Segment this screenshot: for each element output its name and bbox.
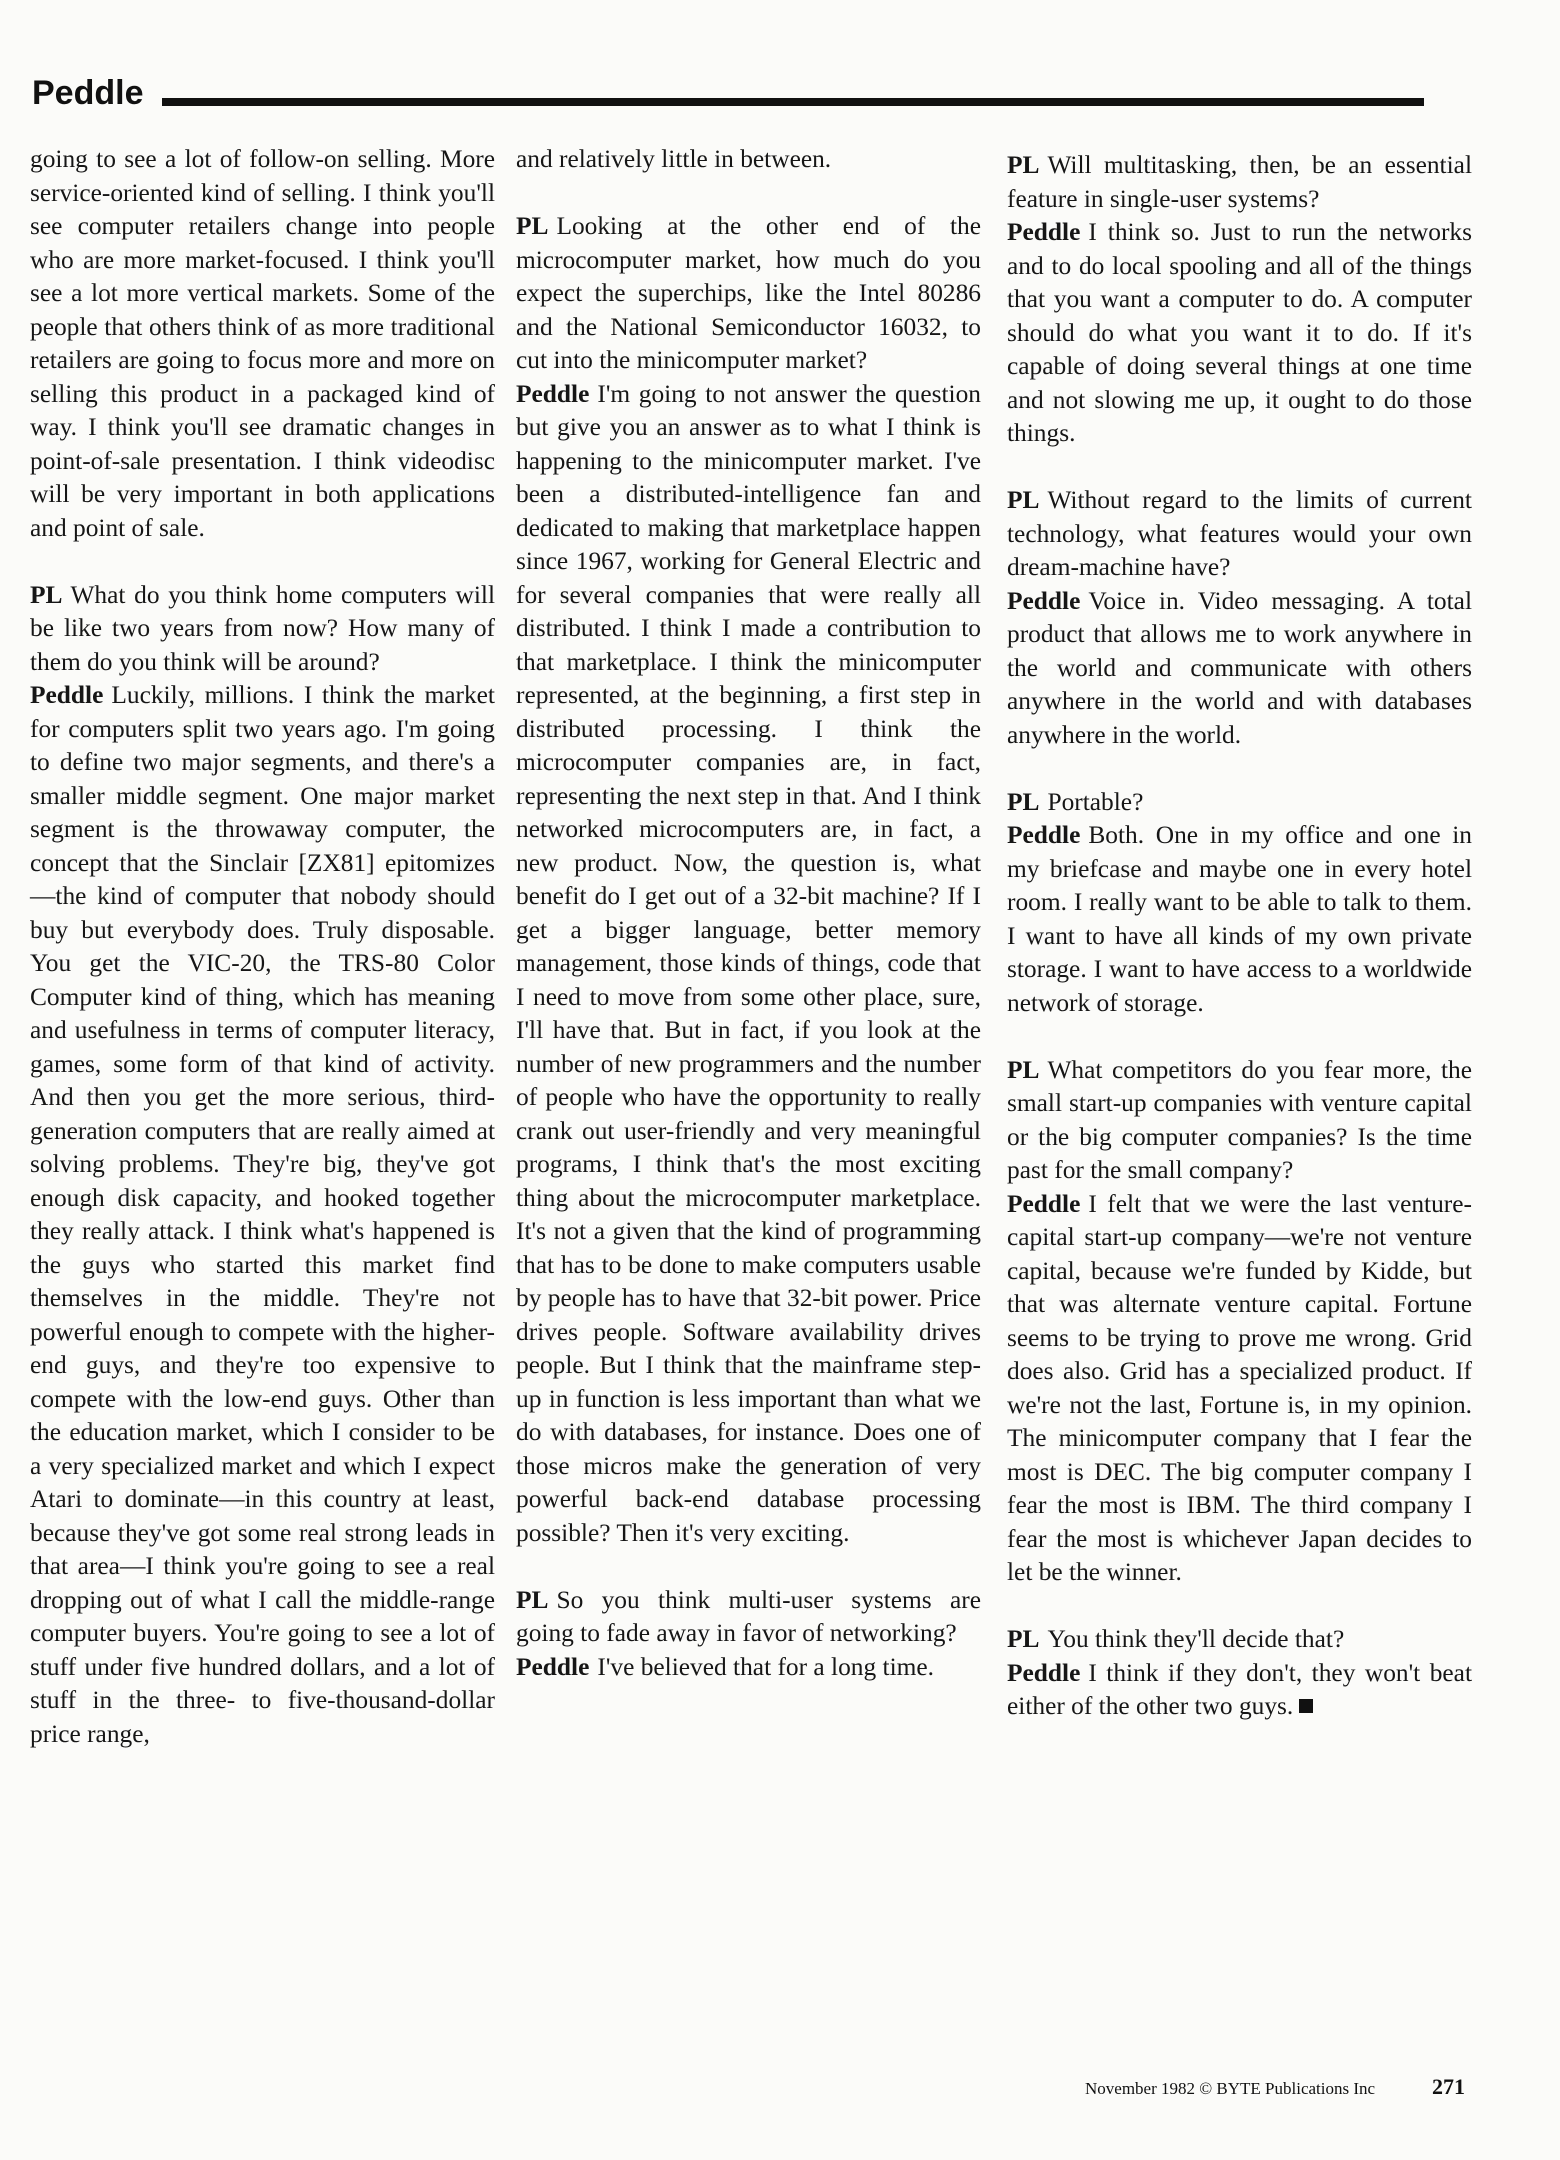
question: PL Looking at the other end of the microcomputer market, how much do you expect the superchips, like the Intel 80286 and the National Semiconductor 16032, to cut into the minicomputer market? — [516, 212, 981, 374]
speaker-label: PL — [516, 212, 549, 240]
speaker-label: PL — [1007, 1055, 1040, 1084]
column-2 — [516, 143, 981, 1684]
paragraph: and relatively little in between. — [516, 145, 832, 173]
answer: Peddle Luckily, millions. I think the market for computers split two years ago. I'm going to define two major segments, and there's a smaller middle segment. One major market segment is the throwaway computer, the concept that the Sinclair [ZX81] epitomizes—the kind of computer that nobody should buy but everybody does. Truly disposable. You get the VIC-20, the TRS-80 Color Computer kind of thing, which has meaning and usefulness in terms of computer literacy, games, some form of that kind of activity. And then you get the more serious, third-generation computers that are really aimed at solving problems. They're big, they've got enough disk capacity, and hooked together they really attack. I think what's happened is the guys who started this market find themselves in the middle. They're not powerful enough to compete with the higher-end guys, and they're too expensive to compete with the low-end guys. Other than the education market, which I consider to be a very specialized market and which I expect Atari to dominate—in this country at least, because they've got some real strong leads in that area—I think you're going to see a real dropping out of what I call the middle-range computer buyers. You're going to see a lot of stuff under five hundred dollars, and a lot of stuff in the three- to five-thousand-dollar price range, — [30, 681, 495, 1748]
column-1 — [30, 143, 495, 1751]
running-header — [32, 70, 1424, 120]
speaker-label: PL — [1007, 1625, 1040, 1653]
speaker-label: Peddle — [516, 1652, 590, 1681]
answer: Peddle I think so. Just to run the networks and to do local spooling and all of the things that you want a computer to do. A computer should do what you want it to do. If it's capable of doing several things at one time and not slowing me up, it ought to do those things. — [1007, 218, 1472, 447]
speaker-label: PL — [1007, 486, 1040, 514]
speaker-label: Peddle — [1007, 821, 1081, 849]
answer: Peddle I've believed that for a long time. — [516, 1652, 935, 1681]
speaker-label: Peddle — [30, 681, 104, 709]
column-3 — [1007, 149, 1472, 1724]
question: PL What do you think home computers will be like two years from now? How many of them do you think will be around? — [30, 580, 495, 676]
question: PL Without regard to the limits of current technology, what features would your own dream-machine have? — [1007, 486, 1472, 581]
question: PL Will multitasking, then, be an essential feature in single-user systems? — [1007, 151, 1472, 213]
speaker-label: Peddle — [1007, 1189, 1081, 1218]
speaker-label: Peddle — [516, 379, 590, 408]
answer: Peddle Both. One in my office and one in my briefcase and maybe one in every hotel room. I really want to be able to talk to them. I want to have all kinds of my own private storage. I want to have access to a worldwide network of storage. — [1007, 821, 1472, 1017]
question: PL Portable? — [1007, 787, 1144, 816]
page-number: 271 — [1432, 2074, 1465, 2099]
question: PL What competitors do you fear more, the small start-up companies with venture capital or the big computer companies? Is the time past for the small company? — [1007, 1055, 1472, 1184]
page-footer — [1085, 2074, 1465, 2104]
speaker-label: Peddle — [1007, 218, 1081, 246]
speaker-label: PL — [30, 580, 63, 609]
footer-credit: November 1982 © BYTE Publications Inc — [1085, 2079, 1376, 2098]
header-title: Peddle — [32, 74, 144, 112]
speaker-label: Peddle — [1007, 586, 1081, 615]
end-of-article-mark — [1299, 1699, 1313, 1713]
speaker-label: PL — [516, 1585, 549, 1614]
answer: Peddle I felt that we were the last venture-capital start-up company—we're not venture capital, because we're funded by Kidde, but that was alternate venture capital. Fortune seems to be trying to prove me wrong. Grid does also. Grid has a specialized product. If we're not the last, Fortune is, in my opinion. The minicomputer company that I fear the most is DEC. The big computer company I fear the most is IBM. The third company I fear the most is whichever Japan decides to let be the winner. — [1007, 1189, 1472, 1586]
question: PL So you think multi-user systems are going to fade away in favor of networking? — [516, 1585, 981, 1647]
answer: Peddle I think if they don't, they won't beat either of the other two guys. — [1007, 1658, 1472, 1720]
question: PL You think they'll decide that? — [1007, 1625, 1345, 1653]
speaker-label: Peddle — [1007, 1658, 1081, 1687]
answer: Peddle Voice in. Video messaging. A total product that allows me to work anywhere in the world and communicate with others anywhere in the world and with databases anywhere in the world. — [1007, 586, 1472, 749]
speaker-label: PL — [1007, 787, 1040, 816]
speaker-label: PL — [1007, 151, 1040, 179]
answer: Peddle I'm going to not answer the question but give you an answer as to what I think is happening to the minicomputer market. I've been a distributed-intelligence fan and dedicated to making that marketplace happen since 1967, working for General Electric and for several companies that were really all distributed. I think I made a contribution to that marketplace. I think the minicomputer represented, at the beginning, a first step in distributed processing. I think the microcomputer companies are, in fact, representing the next step in that. And I think networked microcomputers are, in fact, a new product. Now, the question is, what benefit do I get out of a 32-bit machine? If I get a bigger language, better memory management, those kinds of things, code that I need to move from some other place, sure, I'll have that. But in fact, if you look at the number of new programmers and the number of people who have the opportunity to really crank out user-friendly and very meaningful programs, I think that's the most exciting thing about the microcomputer marketplace. It's not a given that the kind of programming that has to be done to make computers usable by people has to have that 32-bit power. Price drives people. Software availability drives people. But I think that the mainframe step-up in function is less important than what we do with databases, for instance. Does one of those micros make the generation of very powerful back-end database processing possible? Then it's very exciting. — [516, 379, 981, 1547]
paragraph: going to see a lot of follow-on selling. More service-oriented kind of selling. I think you'll see computer retailers change into people who are more market-focused. I think you'll see a lot more vertical markets. Some of the people that others think of as more traditional retailers are going to focus more and more on selling this product in a packaged kind of way. I think you'll see dramatic changes in point-of-sale presentation. I think videodisc will be very important in both applications and point of sale. — [30, 145, 495, 542]
header-rule — [162, 98, 1424, 106]
